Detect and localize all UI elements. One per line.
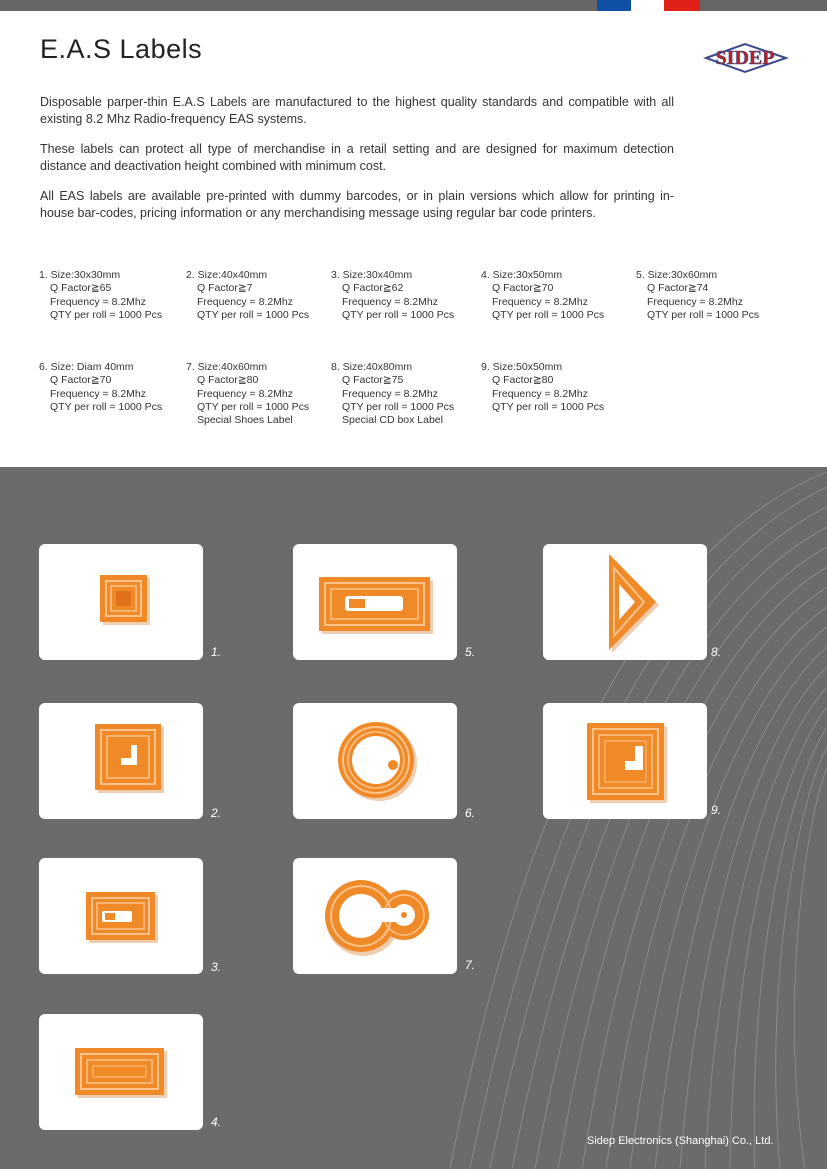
spec-item-3	[331, 269, 454, 322]
label-number-7: 7.	[465, 958, 476, 972]
label-card-2	[39, 703, 203, 819]
label-number-2: 2.	[211, 806, 222, 820]
spec-qty: QTY per roll = 1000 Pcs	[50, 400, 163, 413]
label-card-6	[293, 703, 457, 819]
spec-q-factor: Q Factor≧80	[492, 374, 554, 387]
spec-frequency: Frequency = 8.2Mhz	[50, 295, 147, 308]
label-card-9	[543, 703, 707, 819]
spec-item-7	[186, 361, 309, 427]
rectangle-label-30x50-image	[39, 1014, 203, 1130]
spec-size: 1. Size:30x30mm	[39, 269, 121, 281]
spec-q-factor: Q Factor≧75	[342, 374, 404, 387]
spec-item-1	[39, 269, 162, 322]
spec-size: 2. Size:40x40mm	[186, 269, 268, 281]
logo-text: SIDEP	[715, 47, 775, 69]
rectangle-label-30x60-image	[293, 544, 457, 660]
label-number-3: 3.	[211, 960, 222, 974]
spec-qty: QTY per roll = 1000 Pcs	[647, 308, 760, 321]
spec-size: 6. Size: Diam 40mm	[39, 361, 134, 373]
cd-box-label-40x80-image	[543, 544, 707, 660]
shoes-label-40x60-image	[293, 858, 457, 974]
spec-q-factor: Q Factor≧70	[492, 282, 554, 295]
label-number-1: 1.	[211, 645, 222, 659]
spec-size: 8. Size:40x80mm	[331, 361, 413, 373]
label-card-3	[39, 858, 203, 974]
spec-qty: QTY per roll = 1000 Pcs	[197, 308, 310, 321]
spec-q-factor: Q Factor≧62	[342, 282, 404, 295]
spec-size: 3. Size:30x40mm	[331, 269, 413, 281]
square-label-40x40-image	[39, 703, 203, 819]
flag-white-stripe	[631, 0, 664, 11]
spec-qty: QTY per roll = 1000 Pcs	[50, 308, 163, 321]
spec-qty: QTY per roll = 1000 Pcs	[492, 308, 605, 321]
spec-item-5	[636, 269, 759, 322]
round-label-diam40-image	[293, 703, 457, 819]
footer-company: Sidep Electronics (Shanghai) Co., Ltd.	[587, 1135, 774, 1147]
spec-size: 4. Size:30x50mm	[481, 269, 563, 281]
spec-size: 9. Size:50x50mm	[481, 361, 563, 373]
spec-item-8	[331, 361, 454, 427]
rectangle-label-30x40-image	[39, 858, 203, 974]
intro-paragraph-3: All EAS labels are available pre-printed with dummy barcodes, or in plain versions which allow for printing in-house bar-codes, pricing information or any merchandising message using regular bar code printers.	[40, 189, 674, 220]
page-title: E.A.S Labels	[40, 34, 203, 64]
flag-blue-stripe	[597, 0, 631, 11]
spec-qty: QTY per roll = 1000 Pcs	[342, 308, 455, 321]
top-bar	[0, 0, 827, 11]
spec-item-6	[39, 361, 162, 414]
spec-qty: QTY per roll = 1000 Pcs	[492, 400, 605, 413]
spec-qty: QTY per roll = 1000 Pcs	[197, 400, 310, 413]
label-number-6: 6.	[465, 806, 476, 820]
spec-frequency: Frequency = 8.2Mhz	[492, 387, 589, 400]
spec-q-factor: Q Factor≧7	[197, 282, 253, 295]
spec-frequency: Frequency = 8.2Mhz	[492, 295, 589, 308]
spec-q-factor: Q Factor≧80	[197, 374, 259, 387]
label-card-4	[39, 1014, 203, 1130]
spec-frequency: Frequency = 8.2Mhz	[342, 295, 439, 308]
sidep-logo	[700, 36, 790, 78]
label-card-5	[293, 544, 457, 660]
spec-note: Special Shoes Label	[197, 414, 293, 427]
label-card-7	[293, 858, 457, 974]
spec-frequency: Frequency = 8.2Mhz	[50, 387, 147, 400]
spec-item-4	[481, 269, 604, 322]
label-number-8: 8.	[711, 645, 722, 659]
label-number-4: 4.	[211, 1115, 222, 1129]
spec-item-2	[186, 269, 309, 322]
spec-q-factor: Q Factor≧65	[50, 282, 112, 295]
spec-frequency: Frequency = 8.2Mhz	[342, 387, 439, 400]
spec-size: 5. Size:30x60mm	[636, 269, 718, 281]
square-label-30x30-image	[39, 544, 203, 660]
intro-text	[40, 94, 674, 235]
label-number-9: 9.	[711, 803, 722, 817]
spec-frequency: Frequency = 8.2Mhz	[647, 295, 744, 308]
spec-item-9	[481, 361, 604, 414]
square-label-50x50-image	[543, 703, 707, 819]
spec-note: Special CD box Label	[342, 414, 443, 427]
label-card-1	[39, 544, 203, 660]
intro-paragraph-1: Disposable parper-thin E.A.S Labels are manufactured to the highest quality standards and compatible with all existing 8.2 Mhz Radio-frequency EAS systems.	[40, 95, 674, 126]
intro-paragraph-2: These labels can protect all type of merchandise in a retail setting and are designed for maximum detection distance and deactivation height combined with minimum cost.	[40, 142, 674, 173]
spec-q-factor: Q Factor≧74	[647, 282, 709, 295]
spec-frequency: Frequency = 8.2Mhz	[197, 387, 294, 400]
spec-q-factor: Q Factor≧70	[50, 374, 112, 387]
spec-size: 7. Size:40x60mm	[186, 361, 268, 373]
spec-frequency: Frequency = 8.2Mhz	[197, 295, 294, 308]
spec-qty: QTY per roll = 1000 Pcs	[342, 400, 455, 413]
label-number-5: 5.	[465, 645, 476, 659]
label-card-8	[543, 544, 707, 660]
flag-red-stripe	[664, 0, 700, 11]
